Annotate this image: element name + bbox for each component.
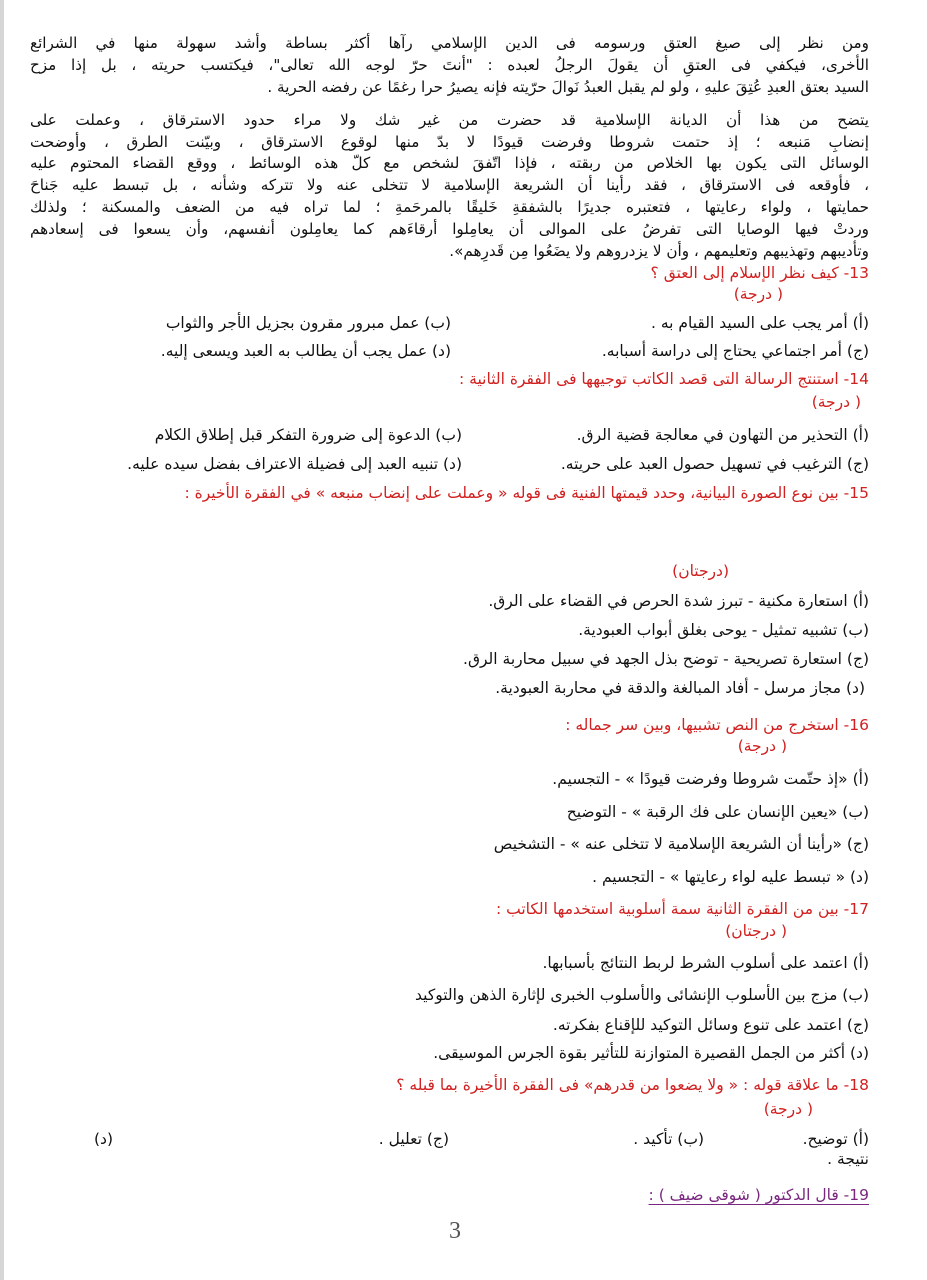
option-a: (أ) توضيح. [802,1130,869,1148]
question-grade: ( درجة) [811,393,861,411]
option-a: (أ) أمر يجب على السيد القيام به . [651,314,869,332]
question-grade: ( درجة) [737,737,787,755]
option-c: (ج) أمر اجتماعي يحتاج إلى دراسة أسبابه. [601,342,869,360]
question-grade: (درجتان) [672,562,729,580]
question-grade: ( درجة) [733,285,783,303]
option-a: (أ) اعتمد على أسلوب الشرط لربط النتائج بأسبابها. [542,954,869,972]
paragraph-line: وردتْ فيها الوصايا التى تفرضُ على الموالى أن يعامِلوا أرقاءَهم كما يعامِلون أنفسهم، وأن يسعوا فى إسعادهم [30,220,869,238]
question-title: 19- قال الدكتور ( شوقى ضيف ) : [648,1186,869,1204]
question-title: 15- بين نوع الصورة البيانية، وحدد قيمتها الفنية فى قوله « وعملت على إنضاب منبعه » في الفقرة الأخيرة : [184,484,869,502]
paragraph-line: وتأديبهم وتهذيبهم وتعليمهم ، وأن لا يزدروهم ولا يضَعُوا مِن قَدرِهم». [449,242,869,260]
paragraph-line: إنضابِ مَنبعه ؛ إذ حتمت شروطا وفرضت قيودًا لا بدّ منها لوقوع الاسترقاق ، وبيّنت الطرق ، وأوضحت [30,133,869,151]
option-d: (د) مجاز مرسل - أفاد المبالغة والدقة في محاربة العبودية. [495,679,865,697]
option-c: (ج) استعارة تصريحية - توضح بذل الجهد في سبيل محاربة الرق. [463,650,869,668]
paragraph-line: الأخرى، فيكفي فى العتقِ أن يقولَ الرجلُ لعبده : "أنتَ حرّ لوجه الله تعالى"، فيكتسب حريته ، بل إذا مزح [30,56,869,74]
option-d-continuation: نتيجة . [827,1150,869,1168]
paragraph-line: ومن نظر إلى صيغ العتق ورسومه فى الدين الإسلامي رآها أكثر بساطة وأشد سهولة منها في الشرائع [30,34,869,52]
paragraph-line: الوسائل التى يكون بها الخلاص من ربقته ، فإذا اتّفقَ لشخص مع كلّ هذه الوسائط ، ووقع القضاء المحتوم عليه [30,154,869,172]
page-number: 3 [449,1218,461,1244]
question-title: 14- استنتج الرسالة التى قصد الكاتب توجيهها فى الفقرة الثانية : [459,370,869,388]
option-b: (ب) الدعوة إلى ضرورة التفكر قبل إطلاق الكلام [154,426,462,444]
option-a: (أ) استعارة مكنية - تبرز شدة الحرص في القضاء على الرق. [488,592,869,610]
option-a: (أ) التحذير من التهاون في معالجة قضية الرق. [576,426,869,444]
paragraph-line: السيد بعتق العبدِ عُتِقَ عليهِ ، ولو لم يقبل العبدُ نَوالَ حرّيته فإنه يصيرُ حرا رغمًا عن رفضه الحرية . [267,78,869,96]
question-title: 18- ما علاقة قوله : « ولا يضعوا من قدرهم» فى الفقرة الأخيرة بما قبله ؟ [396,1076,869,1094]
question-grade: ( درجتان) [725,922,787,940]
paragraph-line: يتضح من هذا أن الديانة الإسلامية قد حضرت من غير شك ولا مراء حدود الاسترقاق ، وعملت على [30,111,869,129]
option-d: (د) [94,1130,113,1148]
option-b: (ب) مزج بين الأسلوب الإنشائى والأسلوب الخبرى لإثارة الذهن والتوكيد [415,986,869,1004]
option-c: (ج) «رأينا أن الشريعة الإسلامية لا تتخلى عنه » - التشخيص [493,835,869,853]
option-c: (ج) اعتمد على تنوع وسائل التوكيد للإقناع بفكرته. [552,1016,869,1034]
paragraph-line: حمايتها ، ولواء رعايتها ، فتعتبره جديرًا بالشفقةِ خَليقًا بالمرحَمةِ ؛ لما تراه فيه من الضعف والمسكنة ؛ ولذلك [30,198,869,216]
option-d: (د) تنبيه العبد إلى فضيلة الاعتراف بفضل سيده عليه. [127,455,462,473]
question-title: 17- بين من الفقرة الثانية سمة أسلوبية استخدمها الكاتب : [495,900,869,918]
option-b: (ب) عمل مبرور مقرون بجزيل الأجر والثواب [165,314,451,332]
page-edge-strip [0,0,4,1280]
option-b: (ب) «يعين الإنسان على فك الرقبة » - التوضيح [566,803,869,821]
paragraph-line: ، فأوقعه فى الاسترقاق ، فقد رأينا أن الشريعة الإسلامية لا تتخلى عنه ولا تتركه وشأنه ، بل تبسط عليه جَناحَ [30,176,869,194]
option-b: (ب) تشبيه تمثيل - يوحى بغلق أبواب العبودية. [578,621,869,639]
option-d: (د) أكثر من الجمل القصيرة المتوازنة للتأثير بقوة الجرس الموسيقى. [433,1044,869,1062]
option-a: (أ) «إذ حتّمت شروطا وفرضت قيودًا » - التجسيم. [552,770,869,788]
option-d: (د) « تبسط عليه لواء رعايتها » - التجسيم . [592,868,869,886]
option-c: (ج) تعليل . [378,1130,449,1148]
option-b: (ب) تأكيد . [633,1130,704,1148]
question-title: 13- كيف نظر الإسلام إلى العتق ؟ [650,264,869,282]
question-title: 16- استخرج من النص تشبيها، وبين سر جماله : [565,716,869,734]
option-c: (ج) الترغيب في تسهيل حصول العبد على حريته. [560,455,869,473]
question-grade: ( درجة) [763,1100,813,1118]
option-d: (د) عمل يجب أن يطالب به العبد ويسعى إليه. [160,342,451,360]
